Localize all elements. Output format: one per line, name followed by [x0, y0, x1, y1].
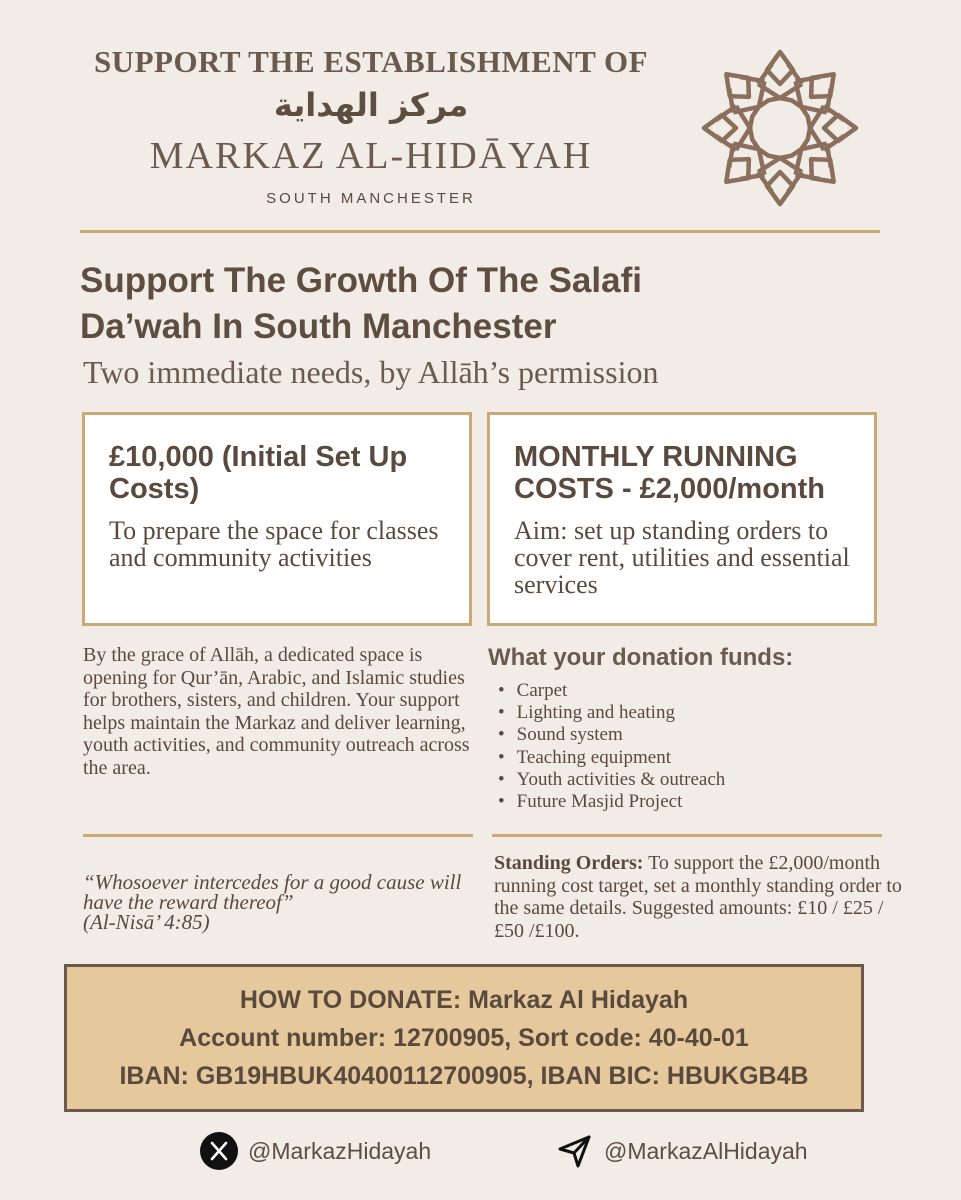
donate-account-details: Account number: 12700905, Sort code: 40-40-01 [179, 1024, 749, 1052]
funds-heading: What your donation funds: [488, 644, 794, 671]
x-social[interactable] [200, 1132, 431, 1170]
donate-line-1: HOW TO DONATE: Markaz Al Hidayah [239, 986, 689, 1014]
left-divider [83, 834, 473, 837]
monthly-costs-card [487, 412, 877, 626]
monthly-costs-body: Aim: set up standing orders to cover rent, utilities and essential services [514, 516, 850, 599]
standing-orders-label: Standing Orders: [494, 852, 644, 874]
list-item: • Lighting and heating [498, 702, 725, 724]
list-item: • Youth activities & outreach [498, 769, 725, 791]
funds-list [498, 680, 725, 813]
standing-orders-text: To support the £2,000/month running cost target, set a monthly standing order to the same details. Suggested amounts: £10 / £25 / £50 /£100. [494, 852, 902, 942]
telegram-handle[interactable]: @MarkazAlHidayah [604, 1137, 808, 1164]
support-heading: SUPPORT THE ESTABLISHMENT OF [93, 44, 649, 79]
quran-quote [83, 872, 473, 932]
quote-text: “Whosoever intercedes for a good cause will have the reward thereof” [83, 870, 462, 914]
list-item: • Sound system [498, 724, 725, 746]
donate-iban-details: IBAN: GB19HBUK40400112700905, IBAN BIC: HBUKGB4B [119, 1062, 809, 1090]
x-icon [200, 1132, 238, 1170]
list-item: • Teaching equipment [498, 747, 725, 769]
list-item: • Future Masjid Project [498, 791, 725, 813]
quote-source: (Al-Nisā’ 4:85) [83, 910, 210, 934]
setup-costs-body: To prepare the space for classes and community activities [109, 516, 439, 572]
setup-costs-card [82, 412, 472, 626]
telegram-social[interactable] [556, 1132, 808, 1170]
setup-costs-title: £10,000 (Initial Set Up Costs) [109, 441, 408, 505]
description-paragraph: By the grace of Allāh, a dedicated space is opening for Qur’ān, Arabic, and Islamic studies for brothers, sisters, and children. Your support helps maintain the Markaz and deliver learning, youth activities, and community outreach across the area. [83, 644, 470, 779]
header-divider [80, 230, 880, 233]
right-divider [492, 834, 882, 837]
headline-line-1: Support The Growth Of The Salafi [80, 261, 642, 300]
markaz-name: MARKAZ AL-HIDĀYAH [149, 135, 593, 177]
arabic-name: مركز الهداية [273, 86, 469, 124]
headline-line-2: Da’wah In South Manchester [80, 307, 557, 346]
donate-box [64, 964, 864, 1112]
telegram-icon [556, 1132, 594, 1170]
geometric-star-logo [692, 40, 868, 216]
location-subtitle: SOUTH MANCHESTER [266, 190, 476, 207]
main-headline [80, 258, 900, 350]
list-item: • Carpet [498, 680, 725, 702]
monthly-costs-title: MONTHLY RUNNING COSTS - £2,000/month [514, 441, 826, 505]
standing-orders-note [494, 852, 914, 942]
headline-subtitle: Two immediate needs, by Allāh’s permission [83, 354, 659, 390]
x-handle[interactable]: @MarkazHidayah [248, 1137, 432, 1164]
